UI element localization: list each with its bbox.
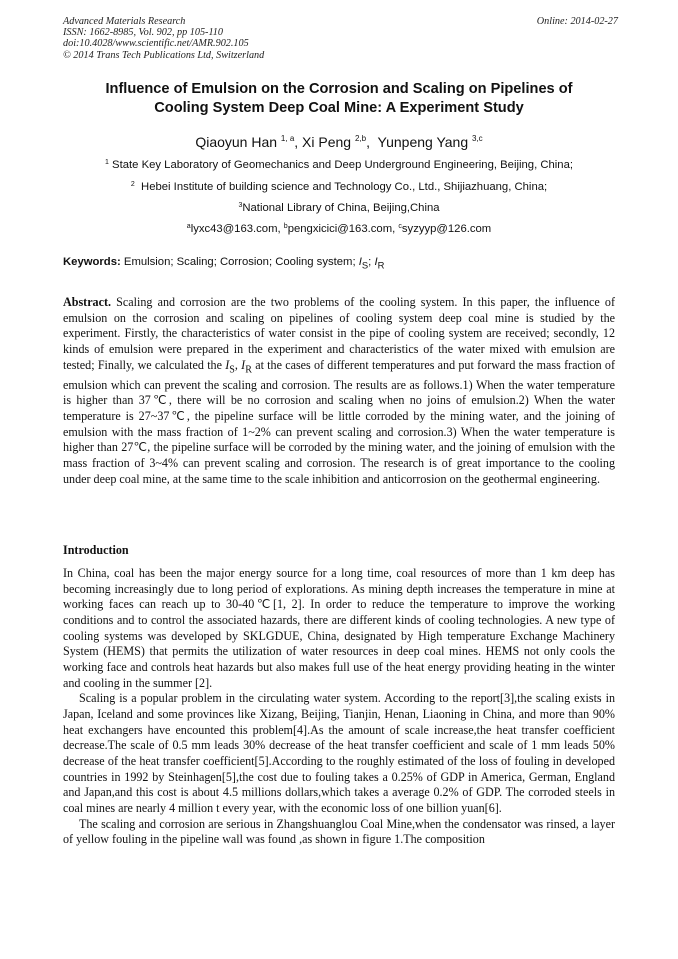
affiliation-text: National Library of China, Beijing,China	[242, 202, 440, 214]
affiliation-text: Hebei Institute of building science and Technology Co., Ltd., Shijiazhuang, China;	[141, 181, 548, 193]
copyright: © 2014 Trans Tech Publications Ltd, Switzerland	[63, 49, 265, 61]
abstract-text-part-2: at the cases of different temperatures and put forward the mass fraction of emulsion which can prevent the scaling and corrosion. The results are as follows.1) When the water temperature is higher than 37℃, there will be no corrosion and scaling when no joins of emulsion.2) When the water temperature is 27~37℃, the pipeline surface will be little corroded by the mining water, and the joining of emulsion with the mass fraction of 1~2% can prevent scaling and corrosion.3) When the water temperature is higher than 27℃, the pipeline surface will be corroded by the mining water, and the joining of emulsion with the mass fraction of 3~4% can prevent scaling and corrosion. The research is of great importance to the cooling under deep coal mine, at the same time to the scale inhibition and anticorrosion on the geothermal engineering.	[63, 357, 616, 486]
keywords-text: Emulsion; Scaling; Corrosion; Cooling system;	[123, 256, 356, 268]
title-line-2: Cooling System Deep Coal Mine: A Experiment Study	[154, 100, 524, 116]
doi: doi:10.4028/www.scientific.net/AMR.902.105	[63, 38, 249, 50]
affiliation-3	[40, 199, 638, 215]
author-list: Qiaoyun Han $^{1, a}$, Xi Peng $^{2,b}$, Yunpeng Yang $^{3,c}$	[195, 134, 483, 150]
author-superscript: 1, a	[280, 134, 295, 143]
abstract-is-sub: S	[229, 364, 235, 376]
author-name: Yunpeng Yang	[377, 134, 469, 150]
keyword-is: I	[358, 256, 362, 268]
email-superscript: b	[283, 223, 288, 230]
email-link[interactable]: pengxicici@163.com,	[287, 223, 396, 235]
abstract-ir: I	[241, 357, 246, 372]
affiliation-text: State Key Laboratory of Geomechanics and Deep Underground Engineering, Beijing, China;	[112, 159, 573, 171]
affiliation-superscript: 3	[238, 202, 243, 209]
abstract-section	[63, 295, 615, 487]
issn: ISSN: 1662-8985, Vol. 902, pp 105-110	[63, 27, 223, 39]
journal-metadata	[63, 16, 264, 61]
email-link[interactable]: lyxc43@163.com,	[190, 223, 281, 235]
author-name: Qiaoyun Han	[195, 134, 278, 150]
author-superscript: 3,c	[472, 134, 483, 143]
journal-name: Advanced Materials Research	[63, 16, 186, 27]
introduction-heading: Introduction	[63, 543, 129, 557]
affiliation-1	[40, 156, 638, 172]
affiliation-2	[40, 178, 638, 194]
abstract-is: I	[225, 357, 230, 372]
author-superscript: 2,b	[354, 134, 367, 143]
keyword-ir-sub: R	[377, 259, 385, 271]
author-emails	[40, 220, 638, 236]
paper-title	[60, 80, 618, 118]
keyword-ir: I	[374, 256, 378, 268]
abstract-ir-sub: R	[245, 364, 252, 376]
email-link[interactable]: syzyyp@126.com	[401, 223, 492, 235]
keyword-is-sub: S	[361, 259, 369, 271]
title-line-1: Influence of Emulsion on the Corrosion and Scaling on Pipelines of	[105, 81, 573, 97]
online-date: Online: 2014-02-27	[536, 16, 618, 27]
abstract-comma: ,	[234, 357, 238, 372]
keywords-line	[63, 256, 384, 270]
email-superscript: a	[186, 223, 191, 230]
intro-paragraph-3: The scaling and corrosion are serious in Zhangshuanglou Coal Mine,when the condensator was rinsed, a layer of yellow fouling in the pipeline wall was found ,as shown in figure 1.The composition	[63, 816, 615, 847]
email-superscript: c	[398, 223, 402, 230]
introduction-section	[63, 566, 615, 848]
abstract-text-part-1: Scaling and corrosion are the two problems of the cooling system. In this paper, the influence of emulsion on the corrosion and scaling on pipelines of cooling system deep coal mine is studied by the experiment. Firstly, the characteristics of water consist in the pipe of cooling system are received; secondly, 12 kinds of emulsion were prepared in the experiment and characteristics of the water mixed with emulsion are tested; Finally, we calculated the	[63, 295, 615, 372]
abstract-label: Abstract.	[63, 295, 112, 309]
intro-paragraph-1: In China, coal has been the major energy source for a long time, coal resources of more than 1 km deep has becoming increasingly due to long period of explorations. As mining depth increases the temperature in mine at working faces can reach up to 30-40℃[1, 2]. In order to reduce the temperature to improve the working conditions and to control the associated hazards, there are different kinds of cooling technologies. A new type of cooling systems was developed by SKLGDUE, China, designated by High temperature Exchange Machinery System (HEMS) that permits the utilization of water resources in deep coal mines. HEMS not only cools the working face and controls heat hazards but also makes full use of the heat energy providing heating in the winter and cooling in the summer [2].	[63, 566, 615, 690]
affiliation-superscript: 1	[105, 159, 109, 166]
keyword-separator: ;	[368, 256, 375, 268]
author-name: Xi Peng	[302, 134, 352, 150]
affiliation-superscript: 2	[130, 181, 135, 188]
keywords-label: Keywords:	[63, 256, 121, 268]
intro-paragraph-2: Scaling is a popular problem in the circulating water system. According to the report[3],the scaling exists in Japan, Iceland and some provinces like Xizang, Beijing, Tianjin, Henan, Liaoning in China, and more than 90% heat exchangers have encounted this problem[4].As the amount of scale increase,the heat transfer coefficient decrease.The scale of 0.5 mm leads 30% decrease of the heat transfer coefficient and scale of 1 mm leads 50% decrease of the heat transfer coefficient[5].According to the roughly estimated of the loss of fouling in developed countries in 1992 by Steinhagen[5],the cost due to fouling takes a 0.25% of GDP in America, German, England and Japan,and this cost is about 4.5 millions dollars,which takes a average 0.2% of GDP. The corroded steels in coal mines are nearly 4 million t every year, with the economic loss of one billion yuan[6].	[63, 691, 615, 815]
abstract-paragraph	[63, 295, 615, 487]
